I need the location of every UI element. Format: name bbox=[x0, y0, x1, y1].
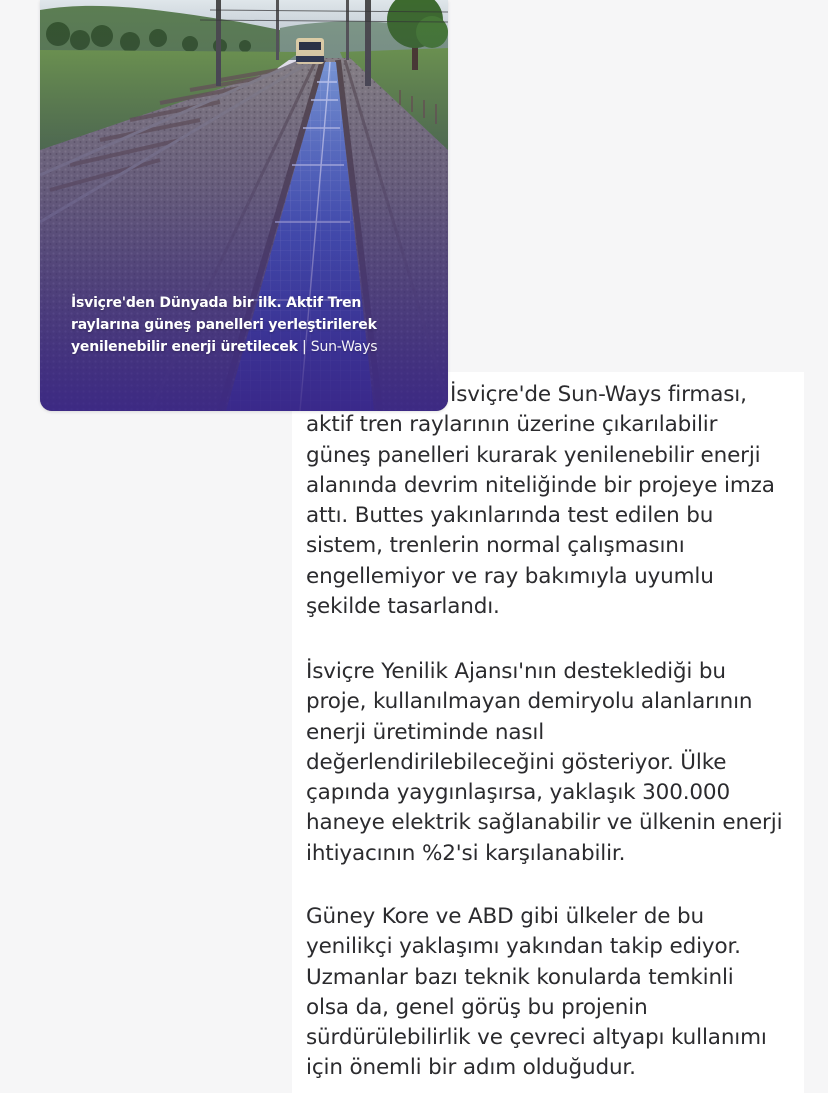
paragraph-line: güneş panelleri kurarak yenilenebilir enerji bbox=[306, 442, 761, 468]
article-paragraph-1 bbox=[306, 380, 806, 622]
paragraph-line: alanında devrim niteliğinde bir projeye imza bbox=[306, 472, 775, 498]
paragraph-line: ihtiyacının %2'si karşılanabilir. bbox=[306, 840, 626, 866]
paragraph-line: enerji üretiminde nasıl bbox=[306, 719, 545, 745]
caption-separator: | bbox=[297, 339, 311, 355]
paragraph-line: engellemiyor ve ray bakımıyla uyumlu bbox=[306, 563, 714, 589]
article-paragraph-3 bbox=[306, 902, 806, 1084]
paragraph-line: Güney Kore ve ABD gibi ülkeler de bu bbox=[306, 904, 704, 929]
caption-line: raylarına güneş panelleri yerleştirilerek bbox=[71, 317, 377, 333]
paragraph-line: olsa da, genel görüş bu projenin bbox=[306, 994, 648, 1020]
caption-line-text: yenilenebilir enerji üretilecek bbox=[71, 339, 298, 355]
paragraph-line: şekilde tasarlandı. bbox=[306, 594, 500, 620]
paragraph-line: için önemli bir adım olduğudur. bbox=[306, 1055, 636, 1081]
paragraph-line: proje, kullanılmayan demiryolu alanlarının bbox=[306, 689, 753, 715]
paragraph-line: değerlendirilebileceğini gösteriyor. Ülke bbox=[306, 749, 727, 775]
article-paragraph-2 bbox=[306, 657, 806, 869]
image-caption bbox=[71, 292, 431, 358]
paragraph-line: haneye elektrik sağlanabilir ve ülkenin enerji bbox=[306, 810, 783, 836]
paragraph-line: İsviçre'de Sun-Ways firması, bbox=[450, 382, 747, 407]
article-image-card[interactable] bbox=[40, 0, 448, 411]
caption-line-last bbox=[71, 336, 431, 358]
paragraph-line: Uzmanlar bazı teknik konularda temkinli bbox=[306, 964, 734, 990]
caption-source: Sun-Ways bbox=[310, 339, 378, 355]
paragraph-line: yenilikçi yaklaşımı yakından takip ediyor. bbox=[306, 934, 741, 960]
paragraph-line: attı. Buttes yakınlarında test edilen bu bbox=[306, 503, 714, 529]
paragraph-line: İsviçre Yenilik Ajansı'nın desteklediği bu bbox=[306, 659, 726, 684]
paragraph-line: aktif tren raylarının üzerine çıkarılabilir bbox=[306, 412, 718, 438]
paragraph-line: sistem, trenlerin normal çalışmasını bbox=[306, 533, 685, 559]
caption-line: İsviçre'den Dünyada bir ilk. Aktif Tren bbox=[71, 295, 362, 311]
paragraph-line: çapında yaygınlaşırsa, yaklaşık 300.000 bbox=[306, 780, 730, 806]
paragraph-line: sürdürülebilirlik ve çevreci altyapı kullanımı bbox=[306, 1025, 767, 1051]
